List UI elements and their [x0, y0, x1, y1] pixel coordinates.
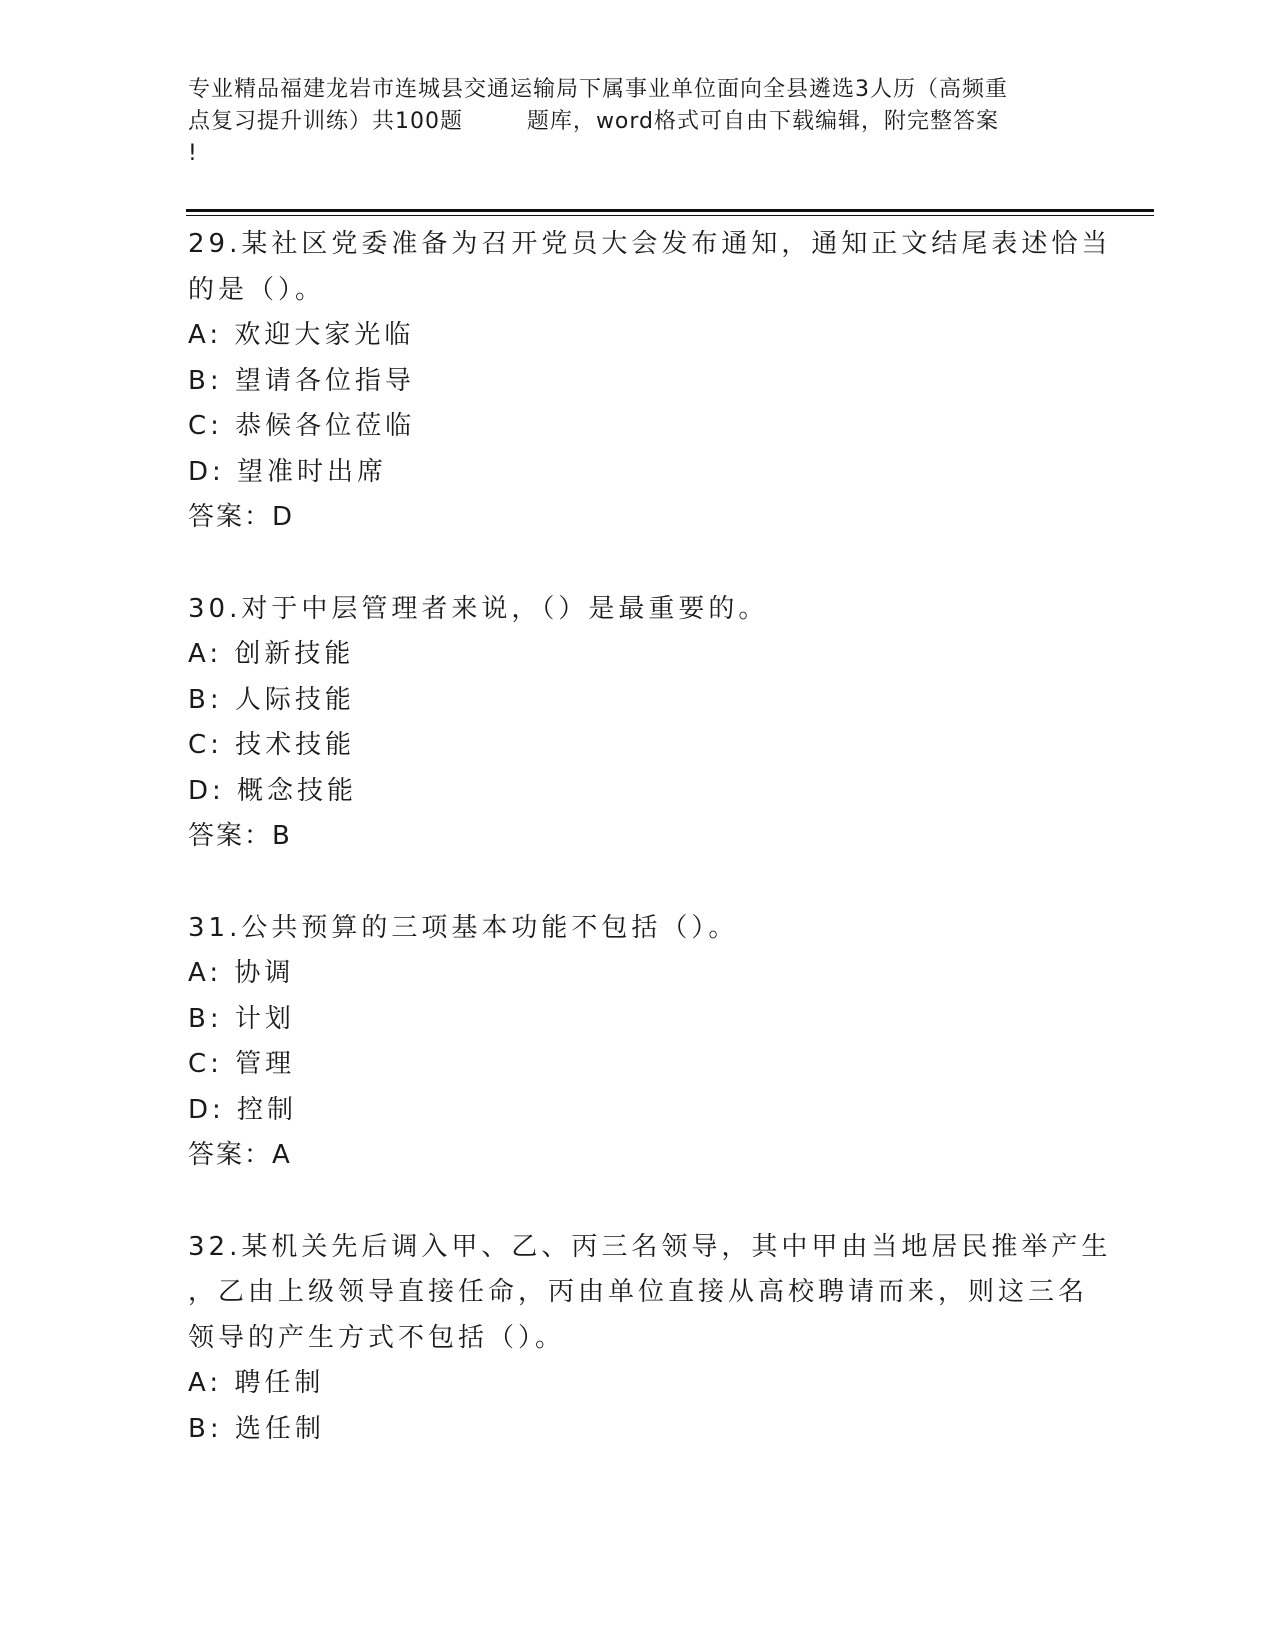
option-b: B: 计划	[188, 1003, 295, 1034]
option-a: A: 创新技能	[188, 639, 355, 669]
option-b: B: 选任制	[188, 1413, 325, 1444]
answer-text: 答案：B	[188, 821, 292, 851]
header-line: 点复习提升训练）共100题 题库，word格式可自由下载编辑，附完整答案	[188, 109, 1000, 134]
option-c: C: 管理	[188, 1049, 296, 1079]
question-list	[188, 222, 1112, 1498]
option-d: D: 望准时出席	[188, 456, 388, 487]
answer-text: 答案：A	[188, 1140, 292, 1170]
option-c: C: 恭候各位莅临	[188, 411, 416, 441]
header-divider-thin	[186, 215, 1154, 216]
document-header	[188, 74, 1088, 170]
option-c: C: 技术技能	[188, 730, 356, 760]
question-text: 29.某社区党委准备为召开党员大会发布通知，通知正文结尾表述恰当	[188, 229, 1112, 259]
question-31	[188, 906, 1088, 1179]
question-30	[188, 587, 1088, 860]
question-29	[188, 222, 1112, 541]
header-line: !	[188, 141, 198, 166]
question-text: 31.公共预算的三项基本功能不包括（）。	[188, 912, 739, 943]
header-line: 专业精品福建龙岩市连城县交通运输局下属事业单位面向全县遴选3人历（高频重	[188, 77, 1008, 102]
option-b: B: 望请各位指导	[188, 365, 415, 396]
answer-text: 答案：D	[188, 502, 295, 532]
header-divider	[186, 209, 1154, 212]
option-b: B: 人际技能	[188, 684, 355, 715]
question-text: 30.对于中层管理者来说，（）是最重要的。	[188, 593, 769, 624]
question-text: 领导的产生方式不包括（）。	[188, 1322, 566, 1353]
question-text: 的是（）。	[188, 274, 326, 305]
question-text: 32.某机关先后调入甲、乙、丙三名领导，其中甲由当地居民推举产生	[188, 1231, 1112, 1262]
question-32	[188, 1225, 1112, 1453]
option-d: D: 概念技能	[188, 775, 358, 806]
option-a: A: 聘任制	[188, 1368, 325, 1398]
option-d: D: 控制	[188, 1094, 298, 1125]
option-a: A: 欢迎大家光临	[188, 320, 415, 350]
question-text: ，乙由上级领导直接任命，丙由单位直接从高校聘请而来，则这三名	[188, 1277, 1089, 1307]
option-a: A: 协调	[188, 958, 295, 988]
